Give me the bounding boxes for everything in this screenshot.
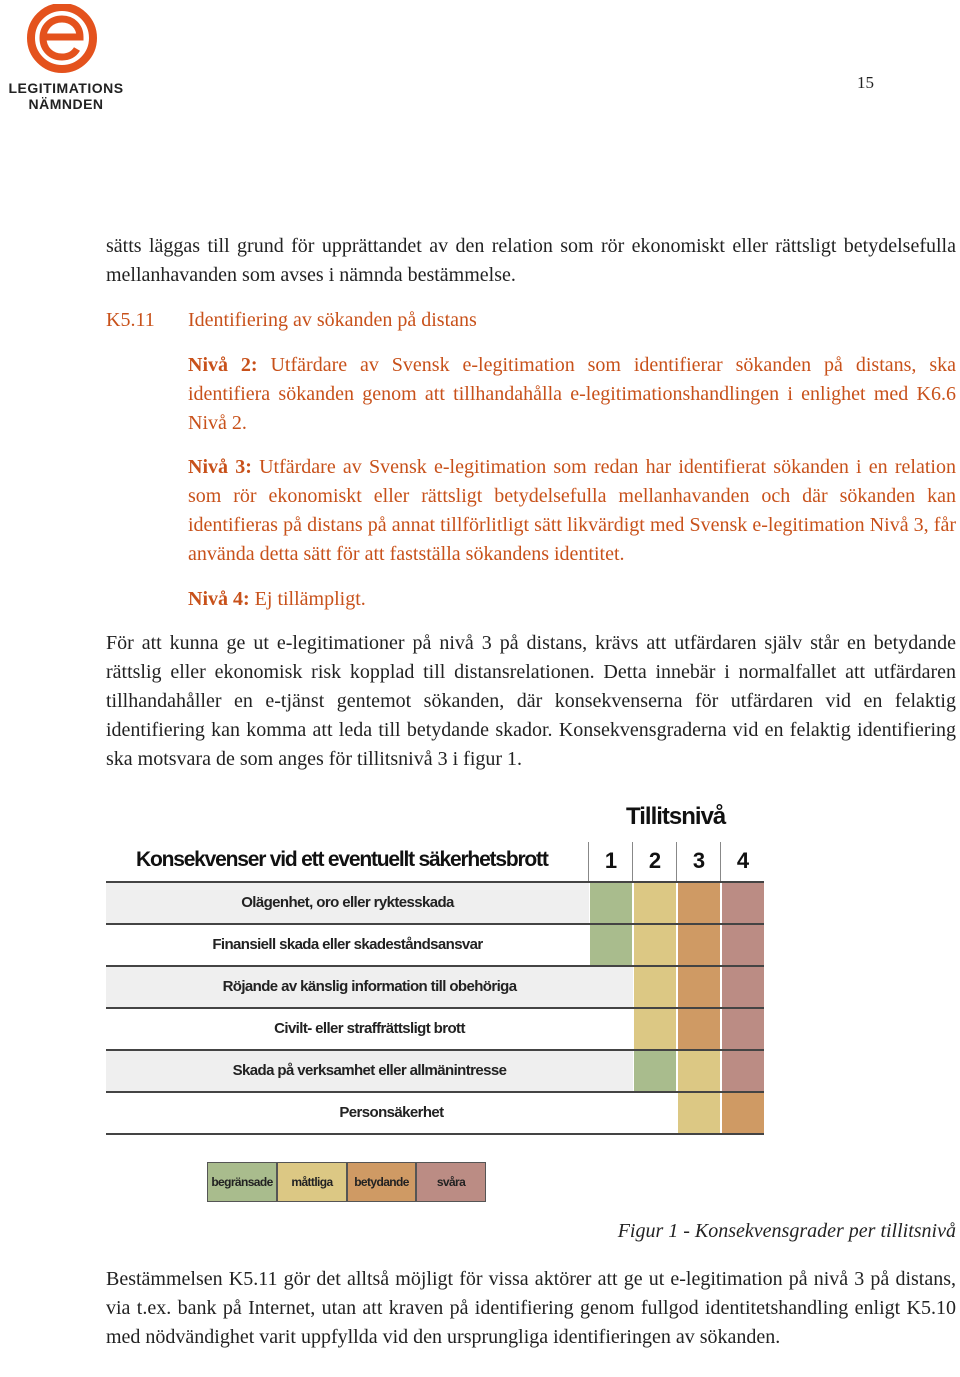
figure-row-label: Finansiell skada eller skadeståndsansvar	[212, 936, 483, 953]
consequence-cell-svåra	[721, 1009, 764, 1049]
figure-row-rule	[106, 1133, 764, 1135]
level3-paragraph	[188, 453, 956, 569]
level2-label: Nivå 2:	[188, 354, 258, 376]
level2-text: Utfärdare av Svensk e-legitimation som identifierar sökanden på distans, ska identifiera sökanden genom att tillhandahålla e-legitimationshandlingen i enlighet med K6.6 Nivå 2.	[188, 354, 956, 434]
consequence-cell-svåra	[721, 1051, 764, 1091]
consequence-cell-måttliga	[677, 1093, 720, 1133]
consequence-cell-betydande	[677, 1009, 720, 1049]
consequence-cell-begränsade	[589, 925, 632, 965]
consequence-cell-måttliga	[633, 1009, 676, 1049]
section-title: Identifiering av sökanden på distans	[188, 309, 477, 331]
consequence-cell-måttliga	[633, 883, 676, 923]
e-logo-icon	[4, 4, 124, 80]
consequence-cell-betydande	[677, 967, 720, 1007]
legend-betydande: betydande	[347, 1162, 416, 1202]
level3-label: Nivå 3:	[188, 456, 252, 478]
closing-paragraph: Bestämmelsen K5.11 gör det alltså möjligt för vissa aktörer att ge ut e-legitimation på nivå 3 på distans, via t.ex. bank på Internet, utan att kraven på identifiering genom fullgod identitetshandling enligt K5.10 med nödvändighet varit uppfyllda vid den ursprungliga identifieringen av sökanden.	[106, 1268, 956, 1348]
consequence-cell-svåra	[721, 967, 764, 1007]
level4-label: Nivå 4:	[188, 588, 250, 610]
consequence-cell-betydande	[677, 883, 720, 923]
section-number: K5.11	[106, 309, 155, 331]
consequence-cell-svåra	[721, 883, 764, 923]
level4-text: Ej tillämpligt.	[249, 588, 366, 610]
legitimationsnamnden-logo	[4, 4, 124, 112]
consequence-cell-betydande	[677, 925, 720, 965]
level-header-1: 1	[604, 848, 618, 873]
page-number: 15	[857, 73, 874, 92]
figure-row-label: Skada på verksamhet eller allmänintresse	[232, 1062, 507, 1079]
consequence-cell-betydande	[721, 1093, 764, 1133]
figure-caption: Figur 1 - Konsekvensgrader per tillitsnivå	[617, 1220, 956, 1242]
level3-text: Utfärdare av Svensk e-legitimation som redan har identifierat sökanden i en relation som rör ekonomiskt eller rättsligt betydelsefulla mellanhavanden och där sökanden kan identifieras på distans på annat tillförlitligt sätt likvärdigt med Svensk e-legitimation Nivå 3, får använda detta sätt för att fastställa sökandens identitet.	[188, 456, 956, 565]
figure-row-label: Röjande av känslig information till obehöriga	[222, 978, 517, 995]
legend-svåra: svåra	[416, 1162, 486, 1202]
figure-row-header: Konsekvenser vid ett eventuellt säkerhetsbrott	[136, 848, 548, 871]
consequence-cell-begränsade	[633, 1051, 676, 1091]
figure-row-label: Personsäkerhet	[339, 1104, 444, 1121]
logo-text-line1: LEGITIMATIONS	[8, 80, 124, 96]
legend-måttliga: måttliga	[277, 1162, 347, 1202]
logo-text-line2: NÄMNDEN	[28, 96, 104, 112]
consequence-cell-begränsade	[589, 883, 632, 923]
level4-paragraph	[188, 585, 956, 614]
figure-title: Tillitsnivå	[626, 803, 726, 830]
legend-begränsade: begränsade	[207, 1162, 277, 1202]
intro-paragraph: sätts läggas till grund för upprättandet av den relation som rör ekonomiskt eller rättsligt betydelsefulla mellanhavanden som avses i nämnda bestämmelse.	[106, 235, 956, 286]
figure-row-label: Olägenhet, oro eller ryktesskada	[241, 894, 454, 911]
consequence-cell-måttliga	[633, 925, 676, 965]
consequence-cell-måttliga	[633, 967, 676, 1007]
level-header-2: 2	[648, 848, 662, 873]
body-paragraph: För att kunna ge ut e-legitimationer på nivå 3 på distans, krävs att utfärdaren själv står en betydande rättslig eller ekonomisk risk kopplad till distansrelationen. Detta innebär i normalfallet att utfärdaren tillhandahåller en e-tjänst gentemot sökanden, där konsekvenserna för utfärdaren vid en felaktig identifiering kan komma att leda till betydande skador. Konsekvensgraderna vid en felaktig identifiering ska motsvara de som anges för tillitsnivå 3 i figur 1.	[106, 632, 956, 770]
level-header-3: 3	[692, 848, 706, 873]
level2-paragraph	[188, 351, 956, 438]
consequence-cell-svåra	[721, 925, 764, 965]
level-header-4: 4	[736, 848, 750, 873]
figure-row-label: Civilt- eller straffrättsligt brott	[274, 1020, 465, 1037]
consequence-cell-måttliga	[677, 1051, 720, 1091]
logo-text	[4, 80, 128, 112]
